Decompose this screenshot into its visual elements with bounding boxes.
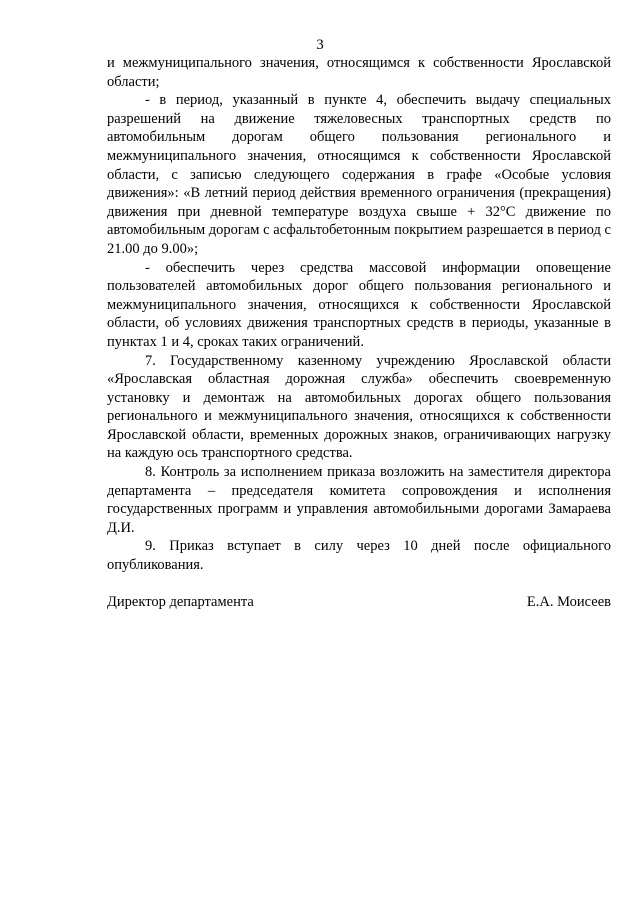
document-body (107, 54, 611, 575)
page-number: 3 (316, 37, 324, 53)
signatory-name: Е.А. Моисеев (526, 594, 611, 610)
paragraph-item-8: 8. Контроль за исполнением приказа возложить на заместителя директора департамента – председателя комитета сопровождения и исполнения государственных программ и управления автомобильными дорогами Замараева Д.И. (107, 464, 611, 536)
signatory-position: Директор департамента (107, 594, 254, 610)
paragraph-item-9: 9. Приказ вступает в силу через 10 дней после официального опубликования. (107, 538, 611, 574)
paragraph-special-permits: - в период, указанный в пункте 4, обеспечить выдачу специальных разрешений на движение тяжеловесных транспортных средств по автомобильным дорогам общего пользования регионального и межмуниципального значения, относящимся к собственности Ярославской области, с записью следующего содержания в графе «Особые условия движения»: «В летний период действия временного ограничения (прекращения) движения при дневной температуре воздуха свыше + 32°С движение по автомобильным дорогам с асфальтобетонным покрытием разрешается в период с 21.00 до 9.00»; (107, 92, 611, 257)
signature-block (107, 593, 611, 611)
paragraph-continuation: и межмуниципального значения, относящимся к собственности Ярославской области; (107, 55, 611, 90)
paragraph-item-7: 7. Государственному казенному учреждению Ярославской области «Ярославская областная дорожная служба» обеспечить своевременную установку и демонтаж на автомобильных дорогах общего пользования регионального и межмуниципального значения, относящихся к собственности Ярославской области, временных дорожных знаков, ограничивающих нагрузку на каждую ось транспортного средства. (107, 352, 611, 462)
paragraph-media-notification: - обеспечить через средства массовой информации оповещение пользователей автомобильных дорог общего пользования регионального и межмуниципального значения, относящихся к собственности Ярославской области, об условиях движения транспортных средств в периоды, указанные в пунктах 1 и 4, сроках таких ограничений. (107, 259, 611, 350)
